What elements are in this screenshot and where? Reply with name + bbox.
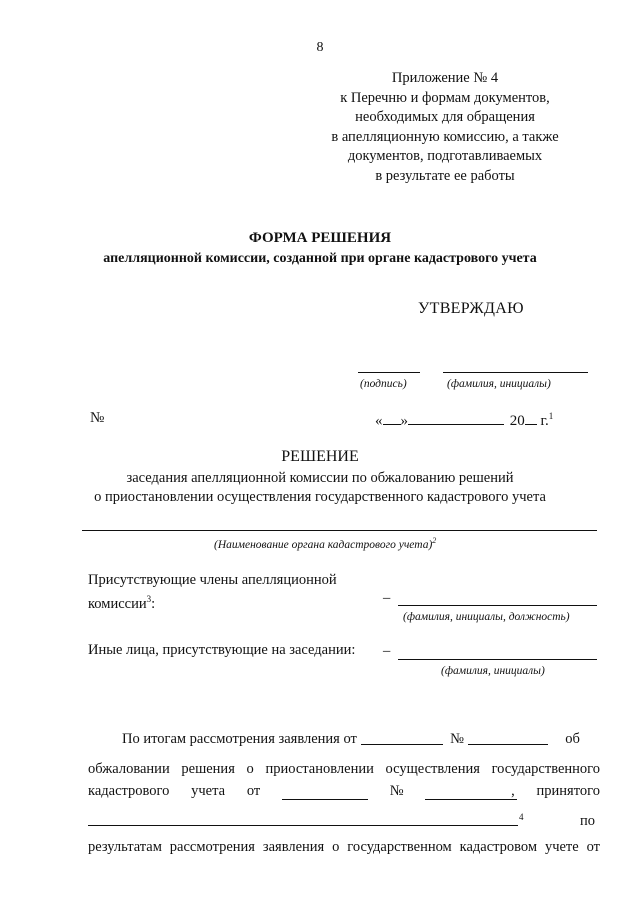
page-number: 8 [316,40,324,55]
appendix-block [300,69,590,187]
form-subtitle: апелляционной комиссии, созданной при органе кадастрового учета [103,251,537,266]
appendix-line: необходимых для обращения [355,109,535,126]
decision-heading: РЕШЕНИЕ [281,448,359,465]
appendix-line: документов, подготавливаемых [347,148,543,165]
date-open-quote: « [375,413,383,429]
paragraph-line-2: обжаловании решения о приостановлении осуществления государственного [88,761,600,777]
p1-num: № [450,731,464,747]
approval-label: УТВЕРЖДАЮ [418,300,524,317]
paragraph-line-5: результатам рассмотрения заявления о государственном кадастровом учете от [88,839,600,855]
decision-description [0,469,640,507]
members-caption: (фамилия, инициалы, должность) [403,611,570,623]
p3-b: учета [191,783,226,799]
others-caption: (фамилия, инициалы) [441,665,545,677]
p3-a: кадастрового [88,783,170,799]
decision-line: о приостановлении осуществления государственного кадастрового учета [94,489,546,505]
footnote-2: 2 [432,536,437,545]
decision-number-blank[interactable] [425,785,517,800]
p1-start: По итогам рассмотрения заявления от [122,731,357,747]
p3-c: от [246,783,261,799]
date-day-blank[interactable] [383,424,401,425]
date-year-blank[interactable] [525,424,537,425]
footnote-3: 3 [146,594,152,604]
p3-num: № [389,783,404,799]
application-date-blank[interactable] [361,744,443,745]
others-label: Иные лица, присутствующие на заседании: [88,642,356,658]
footnote-1: 1 [548,411,554,421]
footnote-4: 4 [519,812,524,822]
date-close-quote: » [400,413,408,429]
signature-line[interactable] [358,372,420,373]
appendix-line: к Перечню и формам документов, [340,89,550,106]
members-line[interactable] [398,605,597,606]
form-title: ФОРМА РЕШЕНИЯ [248,230,392,246]
paragraph-line-3 [88,783,600,800]
name-line[interactable] [443,372,588,373]
authority-caption [214,536,436,551]
date-year-prefix: 20 [509,413,525,429]
paragraph-line-1 [122,731,580,748]
decision-date-blank[interactable] [282,785,368,800]
appendix-line: Приложение № 4 [391,70,499,86]
date-month-blank[interactable] [408,424,504,425]
p3-end: принятого [536,783,600,799]
p1-end: об [565,731,580,747]
document-number-sign: № [90,410,105,426]
date-field [375,411,553,430]
date-year-suffix: г. [540,413,549,429]
application-number-blank[interactable] [468,744,548,745]
issuer-line[interactable] [88,825,518,826]
members-label [88,571,337,614]
p3-comma: , [511,783,515,799]
authority-caption-text: (Наименование органа кадастрового учета) [214,538,433,551]
members-label-line: Присутствующие члены апелляционной [88,572,337,588]
authority-line[interactable] [82,530,597,531]
appendix-line: в апелляционную комиссию, а также [331,128,559,145]
name-caption: (фамилия, инициалы) [447,378,551,390]
members-dash: – [383,590,391,606]
members-label-line: комиссии$^3$: [88,594,156,612]
appendix-line: в результате ее работы [375,167,515,184]
decision-line: заседания апелляционной комиссии по обжалованию решений [126,470,514,486]
others-dash: – [383,643,391,659]
signature-caption: (подпись) [360,378,407,390]
p4-end: по [580,813,596,829]
others-line[interactable] [398,659,597,660]
